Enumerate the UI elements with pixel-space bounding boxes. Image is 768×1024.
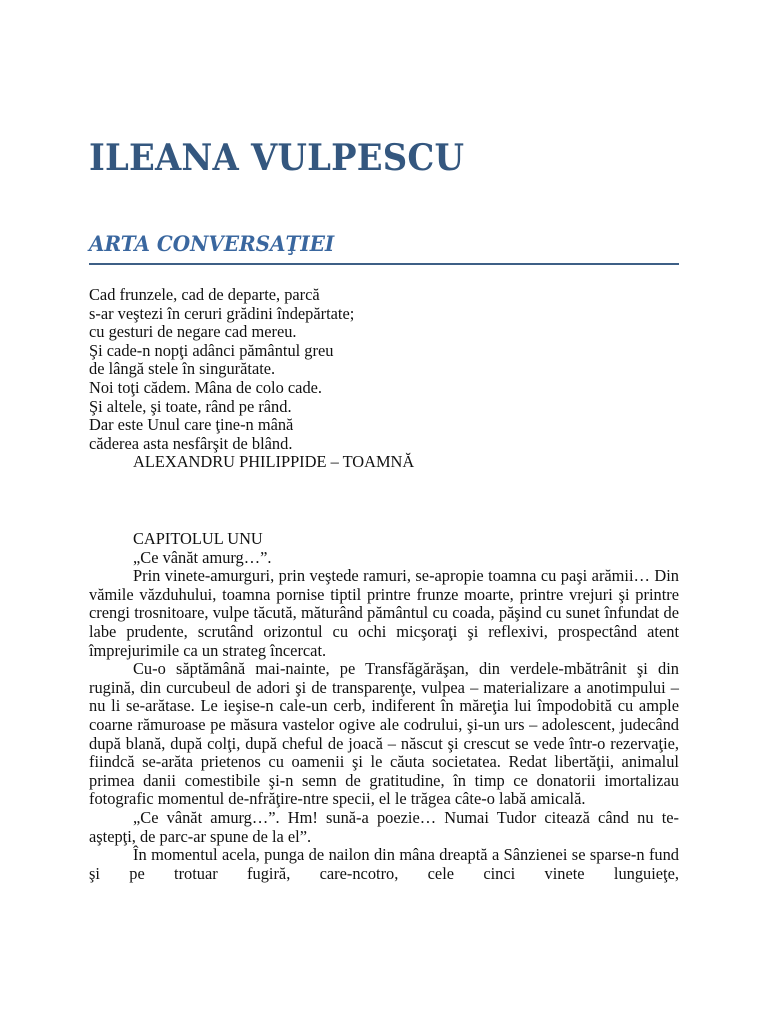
- paragraph: Cu-o săptămână mai-nainte, pe Transfăgărăşan, din verdele-mbătrânit şi din rugină, din curcubeul de adori şi de transparenţe, vulpea – materializare a anotimpului – nu li se-arătase. Le ieşise-n cale-un cerb, indiferent în măreţia lui împodobită cu ample coarne rămuroase pe măsura vastelor ogive ale codrului, şi-un urs – adolescent, judecând după blană, după colţi, după cheful de joacă – născut şi crescut se vede într-o rezervaţie, fiindcă se-arăta prietenos cu oamenii şi le căuta societatea. Redat libertăţii, animalul primea danii comestibile şi-n semn de gratitudine, în timp ce donatorii imortalizau fotografic momentul de-nfrăţire-ntre specii, el le trăgea câte-o labă amicală.: [89, 659, 679, 809]
- author-name: ILEANA VULPESCU: [89, 137, 465, 179]
- poem-line: Cad frunzele, cad de departe, parcă: [89, 285, 320, 304]
- epigraph-poem: [89, 286, 689, 472]
- paragraph: În momentul acela, punga de nailon din mâna dreaptă a Sânzienei se sparse-n fund şi pe trotuar fugiră, care-ncotro, cele cinci vinete lunguieţe,: [89, 845, 679, 883]
- paragraph: Prin vinete-amurguri, prin veştede ramuri, se-apropie toamna cu paşi arămii… Din vămile văzduhului, toamna pornise tiptil printre frunze moarte, printre vrejuri şi printre crengi trosnitoare, vulpe tăcută, măturând pământul cu coada, păşind cu sunet înfundat de labe prudente, scrutând orizontul cu ochi micşoraţi şi reflexivi, prospectând atent împrejurimile ca un strateg încercat.: [89, 566, 679, 660]
- chapter-heading: CAPITOLUL UNU: [133, 529, 263, 548]
- chapter-subtitle: „Ce vânăt amurg…”.: [133, 547, 272, 567]
- poem-line: cu gesturi de negare cad mereu.: [89, 322, 297, 342]
- poem-line: Noi toţi cădem. Mâna de colo cade.: [89, 377, 323, 397]
- poem-line: s-ar veştezi în ceruri grădini îndepărtate;: [89, 303, 355, 323]
- book-title: ARTA CONVERSAŢIEI: [89, 231, 335, 256]
- poem-line: Şi cade-n nopţi adânci pământul greu: [89, 340, 334, 360]
- book-title-block: [89, 229, 679, 265]
- poem-line: Şi altele, şi toate, rând pe rând.: [89, 396, 292, 416]
- chapter-body: [89, 530, 679, 883]
- poem-line: Dar este Unul care ţine-n mână: [89, 415, 294, 435]
- epigraph-attribution: ALEXANDRU PHILIPPIDE – TOAMNĂ: [133, 452, 415, 472]
- poem-line: căderea asta nesfârşit de blând.: [89, 433, 293, 453]
- poem-line: de lângă stele în singurătate.: [89, 359, 276, 379]
- paragraph: „Ce vânăt amurg…”. Hm! sună-a poezie… Numai Tudor citează când nu te-aştepţi, de parc-ar spune de la el”.: [89, 807, 679, 846]
